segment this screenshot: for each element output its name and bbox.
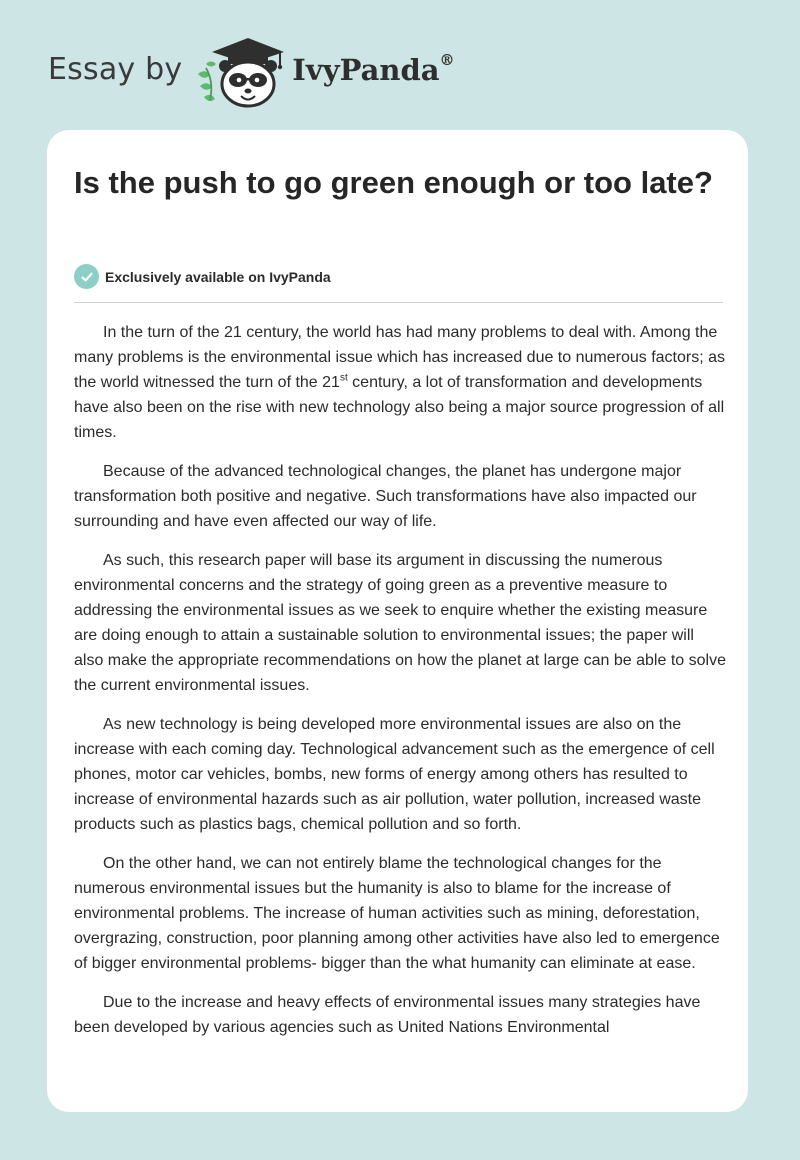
superscript: st: [339, 372, 348, 384]
essay-card: [47, 130, 748, 1112]
exclusive-badge: [74, 264, 331, 289]
divider: [74, 302, 723, 303]
page-title: Is the push to go green enough or too late?: [74, 165, 713, 200]
check-icon: [74, 264, 99, 289]
badge-label: Exclusively available on IvyPanda: [105, 268, 331, 285]
paragraph-5: On the other hand, we can not entirely blame the technological changes for the numerous environmental issues but the humanity is also to blame for the increase of environmental problems. The increase of human activities such as mining, deforestation, overgrazing, construction, poor planning among other activities have also led to emergence of bigger environmental problems- bigger than the what humanity can eliminate at ease.: [74, 855, 720, 972]
essay-body: [74, 320, 726, 1054]
paragraph-6: Due to the increase and heavy effects of environmental issues many strategies have been developed by various agencies such as United Nations Environmental: [74, 994, 701, 1036]
paragraph-3: As such, this research paper will base its argument in discussing the numerous environmental concerns and the strategy of going green as a preventive measure to addressing the environmental issues as we seek to enquire whether the existing measure are doing enough to attain a sustainable solution to environmental issues; the paper will also make the appropriate recommendations on how the planet at large can be able to solve the current environmental issues.: [74, 552, 726, 694]
essay-by-label: Essay by: [48, 51, 183, 87]
paragraph-2: Because of the advanced technological changes, the planet has undergone major transformation both positive and negative. Such transformations have also impacted our surrounding and have even affected our way of life.: [74, 463, 697, 530]
panda-graduate-logo-icon[interactable]: [194, 34, 290, 110]
registered-mark: ®: [439, 51, 455, 69]
paragraph-4: As new technology is being developed more environmental issues are also on the increase with each coming day. Technological advancement such as the emergence of cell phones, motor car vehicles, bombs, new forms of energy among others has resulted to increase of environmental hazards such as air pollution, water pollution, increased waste products such as plastics bags, chemical pollution and so forth.: [74, 716, 715, 833]
brand-name[interactable]: IvyPanda®: [292, 51, 455, 87]
site-header: [48, 34, 455, 110]
ivy-leaf-icon: [198, 62, 216, 102]
paragraph-1: In the turn of the 21 century, the world has had many problems to deal with. Among the many problems is the environmental issue which has increased due to numerous factors; as the world witnessed the turn of the 21st century, a lot of transformation and developments have also been on the rise with new technology also being a major source progression of all times.: [74, 324, 725, 441]
